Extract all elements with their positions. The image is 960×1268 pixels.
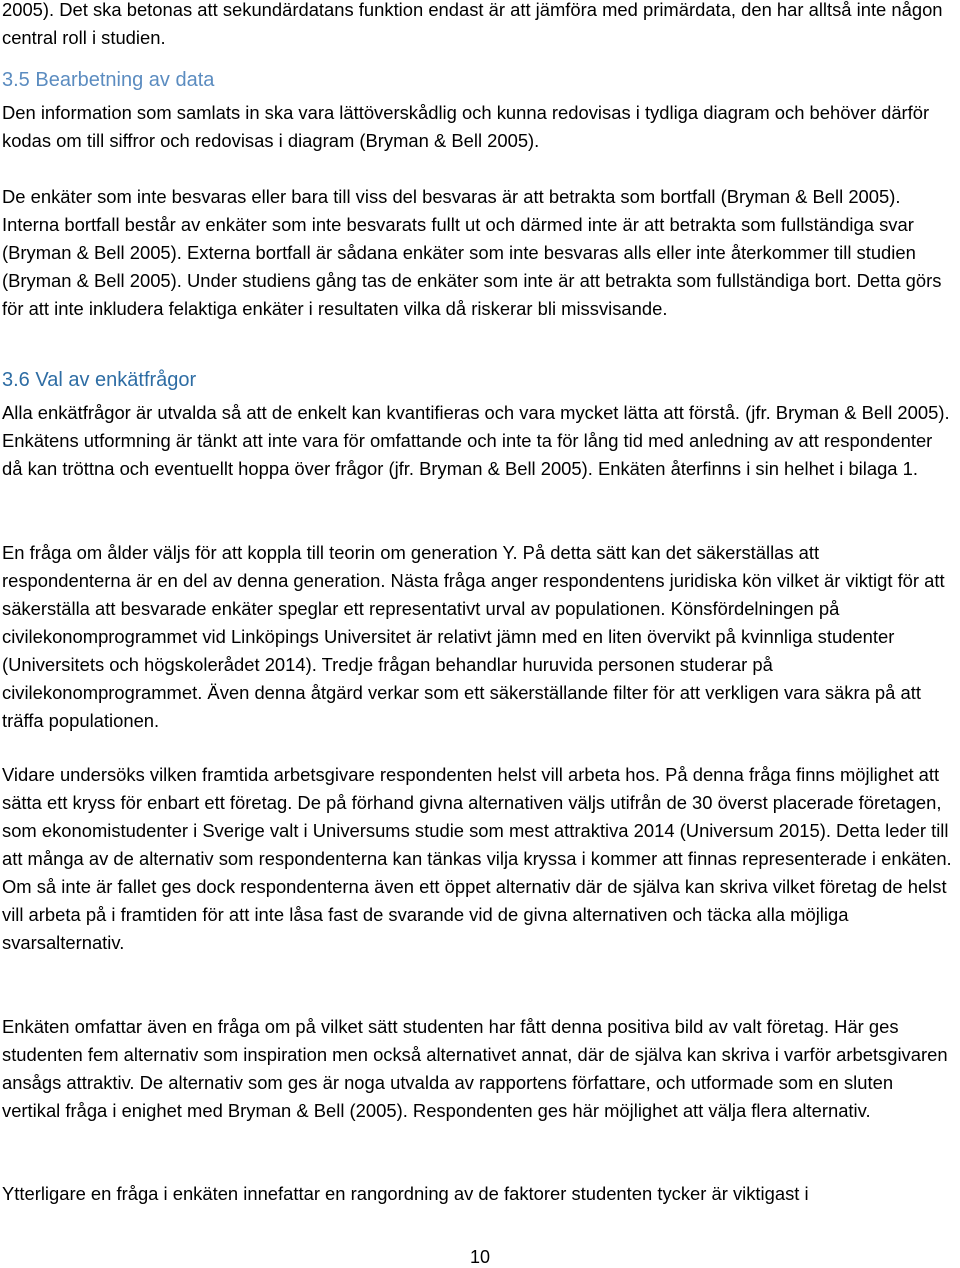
intro-paragraph: 2005). Det ska betonas att sekundärdatans funktion endast är att jämföra med primärdata, den har alltså inte någon central roll i studien. <box>2 0 943 48</box>
paragraph-data-processing: Den information som samlats in ska vara lättöverskådlig och kunna redovisas i tydliga diagram och behöver därför kodas om till siffror och redovisas i diagram (Bryman & Bell 2005). <box>2 102 930 151</box>
paragraph-question-selection: Alla enkätfrågor är utvalda så att de enkelt kan kvantifieras och vara mycket lätta att förstå. (jfr. Bryman & Bell 2005). Enkätens utformning är tänkt att inte vara för omfattande och inte ta för lång tid med anledning av att respondenter då kan tröttna och eventuellt hoppa över frågor (jfr. Bryman & Bell 2005). Enkäten återfinns i sin helhet i bilaga 1. <box>2 402 950 479</box>
section-heading-3-5: 3.5 Bearbetning av data <box>2 69 215 91</box>
paragraph-age-gender: En fråga om ålder väljs för att koppla till teorin om generation Y. På detta sätt kan det säkerställas att respondenterna är en del av denna generation. Nästa fråga anger respondentens juridiska kön vilket är viktigt för att säkerställa att besvarade enkäter speglar ett representativt urval av populationen. Könsfördelningen på civilekonomprogrammet vid Linköpings Universitet är relativt jämn med en liten övervikt på kvinnliga studenter (Universitets och högskolerådet 2014). Tredje frågan behandlar huruvida personen studerar på civilekonomprogrammet. Även denna åtgärd verkar som ett säkerställande filter för att verkligen vara säkra på att träffa populationen. <box>2 542 945 731</box>
section-heading-3-6: 3.6 Val av enkätfrågor <box>2 369 197 391</box>
page-number: 10 <box>469 1247 491 1267</box>
paragraph-ranking: Ytterligare en fråga i enkäten innefattar en rangordning av de faktorer studenten tycker är viktigast i <box>2 1183 809 1204</box>
paragraph-employer: Vidare undersöks vilken framtida arbetsgivare respondenten helst vill arbeta hos. På denna fråga finns möjlighet att sätta ett kryss för enbart ett företag. De på förhand givna alternativen väljs utifrån de 30 överst placerade företagen, som ekonomistudenter i Sverige valt i Universums studie som mest attraktiva 2014 (Universum 2015). Detta leder till att många av de alternativ som respondenterna kan tänkas vilja kryssa i kommer att finnas representerade i enkäten. Om så inte är fallet ges dock respondenterna även ett öppet alternativ där de själva kan skriva vilket företag de helst vill arbeta på i framtiden för att inte låsa fast de svarande vid de givna alternativen och täcka alla möjliga svarsalternativ. <box>2 764 952 953</box>
paragraph-dropout: De enkäter som inte besvaras eller bara till viss del besvaras är att betrakta som bortfall (Bryman & Bell 2005). Interna bortfall består av enkäter som inte besvarats fullt ut och därmed inte är att betrakta som fullständiga svar (Bryman & Bell 2005). Externa bortfall är sådana enkäter som inte besvaras alls eller inte återkommer till studien (Bryman & Bell 2005). Under studiens gång tas de enkäter som inte är att betrakta som fullständiga bort. Detta görs för att inte inkludera felaktiga enkäter i resultaten vilka då riskerar bli missvisande. <box>2 186 942 319</box>
paragraph-positive-image: Enkäten omfattar även en fråga om på vilket sätt studenten har fått denna positiva bild av valt företag. Här ges studenten fem alternativ som inspiration men också alternativet annat, där de själva kan skriva i varför arbetsgivaren ansågs attraktiv. De alternativ som ges är noga utvalda av rapportens författare, och utformade som en sluten vertikal fråga i enighet med Bryman & Bell (2005). Respondenten ges här möjlighet att välja flera alternativ. <box>2 1016 948 1121</box>
